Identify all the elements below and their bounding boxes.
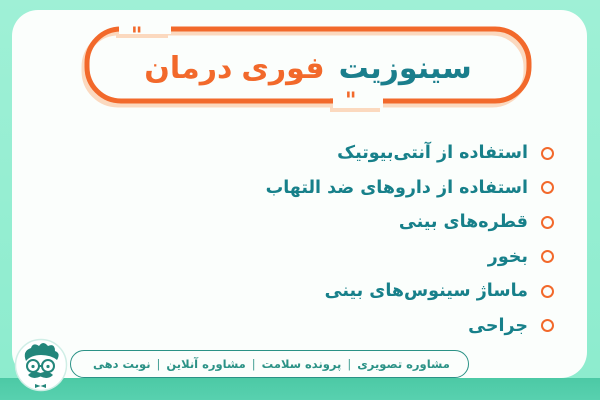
title-word-darman: درمان [144,50,233,86]
list-item-label: قطره‌های بینی [398,212,528,233]
bullet-ring-icon [541,181,554,194]
bullet-ring-icon [541,147,554,160]
list-item-label: استفاده از آنتی‌بیوتیک [337,143,528,164]
page-title [83,24,533,110]
list-item-label: بخور [487,246,528,267]
title-frame [83,24,533,110]
service-label-health-record: پرونده سلامت [261,357,342,371]
doctor-avatar-icon [14,338,68,392]
quote-bottom-icon: " [345,89,357,110]
quote-top-icon: " [131,24,143,49]
services-pill [70,350,469,378]
title-word-fori: فوری [241,50,325,86]
title-word-sinozit: سینوزیت [338,50,472,86]
bullet-ring-icon [541,319,554,332]
service-label-online-consult: مشاوره آنلاین [166,357,246,371]
pipe-separator: | [347,357,352,371]
service-label-video-consult: مشاوره تصویری [357,357,450,371]
pipe-separator: | [251,357,256,371]
list-item-sinus-massage [194,274,554,309]
list-item-steam [194,240,554,275]
treatment-list [194,136,554,343]
bullet-ring-icon [541,285,554,298]
list-item-anti-inflammatory [194,171,554,206]
footer [14,338,450,394]
pipe-separator: | [156,357,161,371]
bullet-ring-icon [541,216,554,229]
list-item-antibiotic [194,136,554,171]
list-item-label: استفاده از داروهای ضد التهاب [265,177,528,198]
brand-logo [14,338,68,392]
service-label-appointment: نوبت دهی [93,357,151,371]
list-item-nasal-drops [194,205,554,240]
list-item-label: جراحی [468,315,528,336]
list-item-label: ماساژ سینوس‌های بینی [324,281,528,302]
bullet-ring-icon [541,250,554,263]
